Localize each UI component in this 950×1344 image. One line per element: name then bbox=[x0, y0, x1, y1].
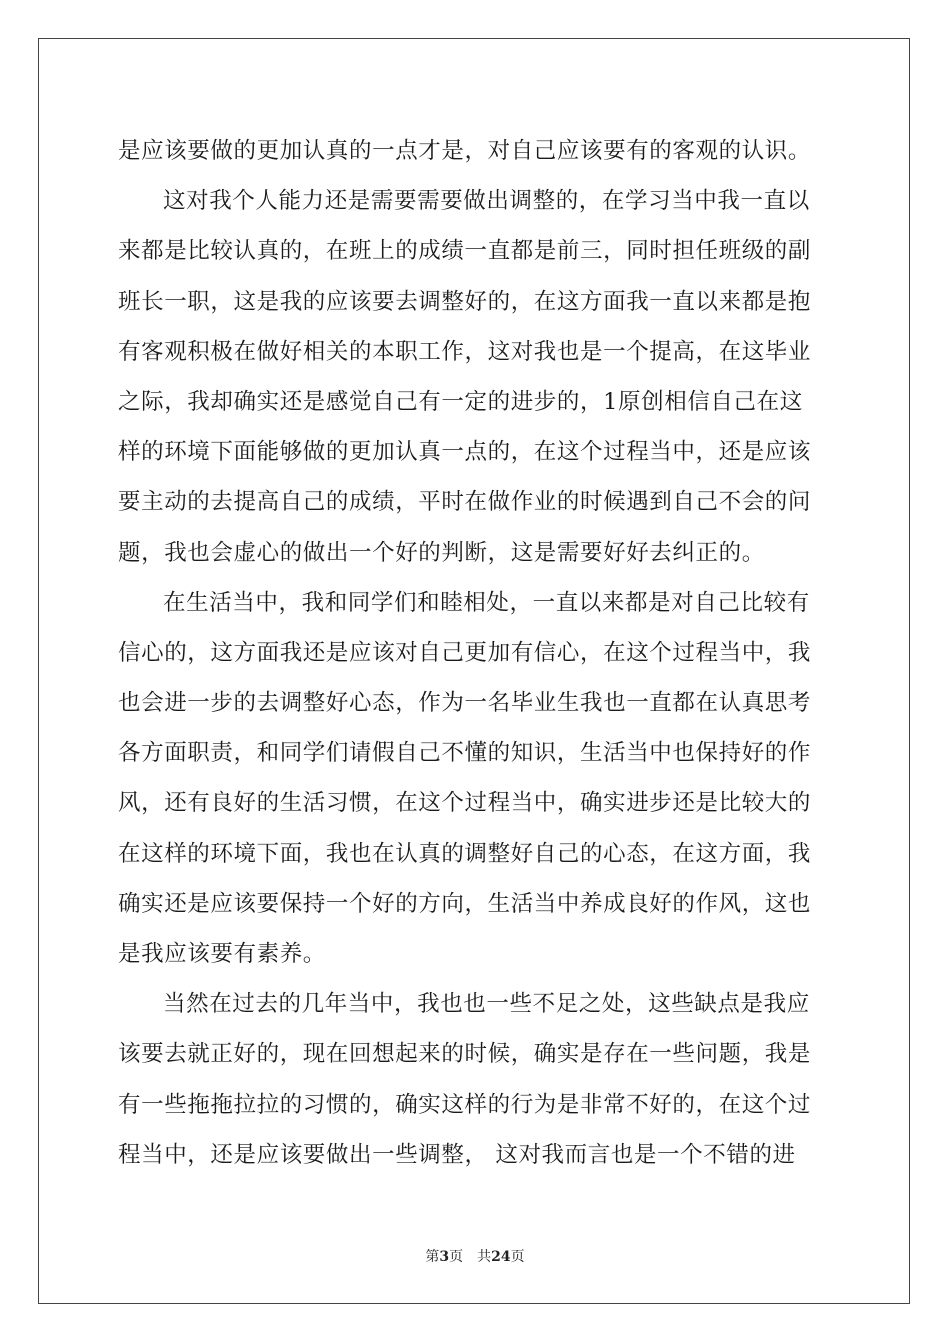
text-line: 是应该要做的更加认真的一点才是，对自己应该要有的客观的认识。 bbox=[118, 138, 812, 164]
document-body bbox=[118, 126, 834, 1180]
page-suffix: 页 bbox=[449, 1249, 464, 1265]
text-line: 样的环境下面能够做的更加认真一点的，在这个过程当中，还是应该 bbox=[118, 439, 812, 466]
text-line: 在这样的环境下面，我也在认真的调整好自己的心态，在这方面，我 bbox=[118, 840, 812, 867]
text-line: 该要去就正好的，现在回想起来的时候，确实是存在一些问题，我是 bbox=[118, 1041, 812, 1068]
text-line: 也会进一步的去调整好心态，作为一名毕业生我也一直都在认真思考 bbox=[118, 690, 812, 717]
page-number: 3 bbox=[439, 1249, 450, 1265]
text-line: 要主动的去提高自己的成绩，平时在做作业的时候遇到自己不会的问 bbox=[118, 489, 812, 516]
text-line: 在生活当中，我和同学们和睦相处，一直以来都是对自己比较有 bbox=[163, 589, 810, 616]
text-line: 之际，我却确实还是感觉自己有一定的进步的，1原创相信自己在这 bbox=[118, 388, 803, 415]
text-line: 是我应该要有素养。 bbox=[118, 941, 326, 967]
page-footer bbox=[0, 1246, 950, 1266]
text-line: 来都是比较认真的，在班上的成绩一直都是前三，同时担任班级的副 bbox=[118, 238, 812, 265]
text-line: 有客观积极在做好相关的本职工作，这对我也是一个提高，在这毕业 bbox=[118, 338, 812, 365]
text-line: 题，我也会虚心的做出一个好的判断，这是需要好好去纠正的。 bbox=[118, 539, 765, 566]
total-prefix: 共 bbox=[477, 1249, 492, 1265]
text-line: 有一些拖拖拉拉的习惯的，确实这样的行为是非常不好的，在这个过 bbox=[118, 1091, 812, 1118]
page-prefix: 第 bbox=[425, 1249, 440, 1265]
text-line: 确实还是应该要保持一个好的方向，生活当中养成良好的作风，这也 bbox=[118, 890, 812, 917]
text-line: 程当中，还是应该要做出一些调整， 这对我而言也是一个不错的进 bbox=[118, 1141, 796, 1168]
text-line: 风，还有良好的生活习惯，在这个过程当中，确实进步还是比较大的 bbox=[118, 790, 812, 817]
text-line: 各方面职责，和同学们请假自己不懂的知识，生活当中也保持好的作 bbox=[118, 740, 812, 767]
text-line: 信心的，这方面我还是应该对自己更加有信心，在这个过程当中，我 bbox=[118, 639, 812, 666]
total-pages: 24 bbox=[491, 1249, 511, 1265]
text-line: 当然在过去的几年当中，我也也一些不足之处，这些缺点是我应 bbox=[163, 991, 810, 1018]
text-line: 这对我个人能力还是需要需要做出调整的，在学习当中我一直以 bbox=[163, 188, 810, 215]
total-suffix: 页 bbox=[510, 1249, 525, 1265]
text-line: 班长一职，这是我的应该要去调整好的，在这方面我一直以来都是抱 bbox=[118, 288, 812, 315]
